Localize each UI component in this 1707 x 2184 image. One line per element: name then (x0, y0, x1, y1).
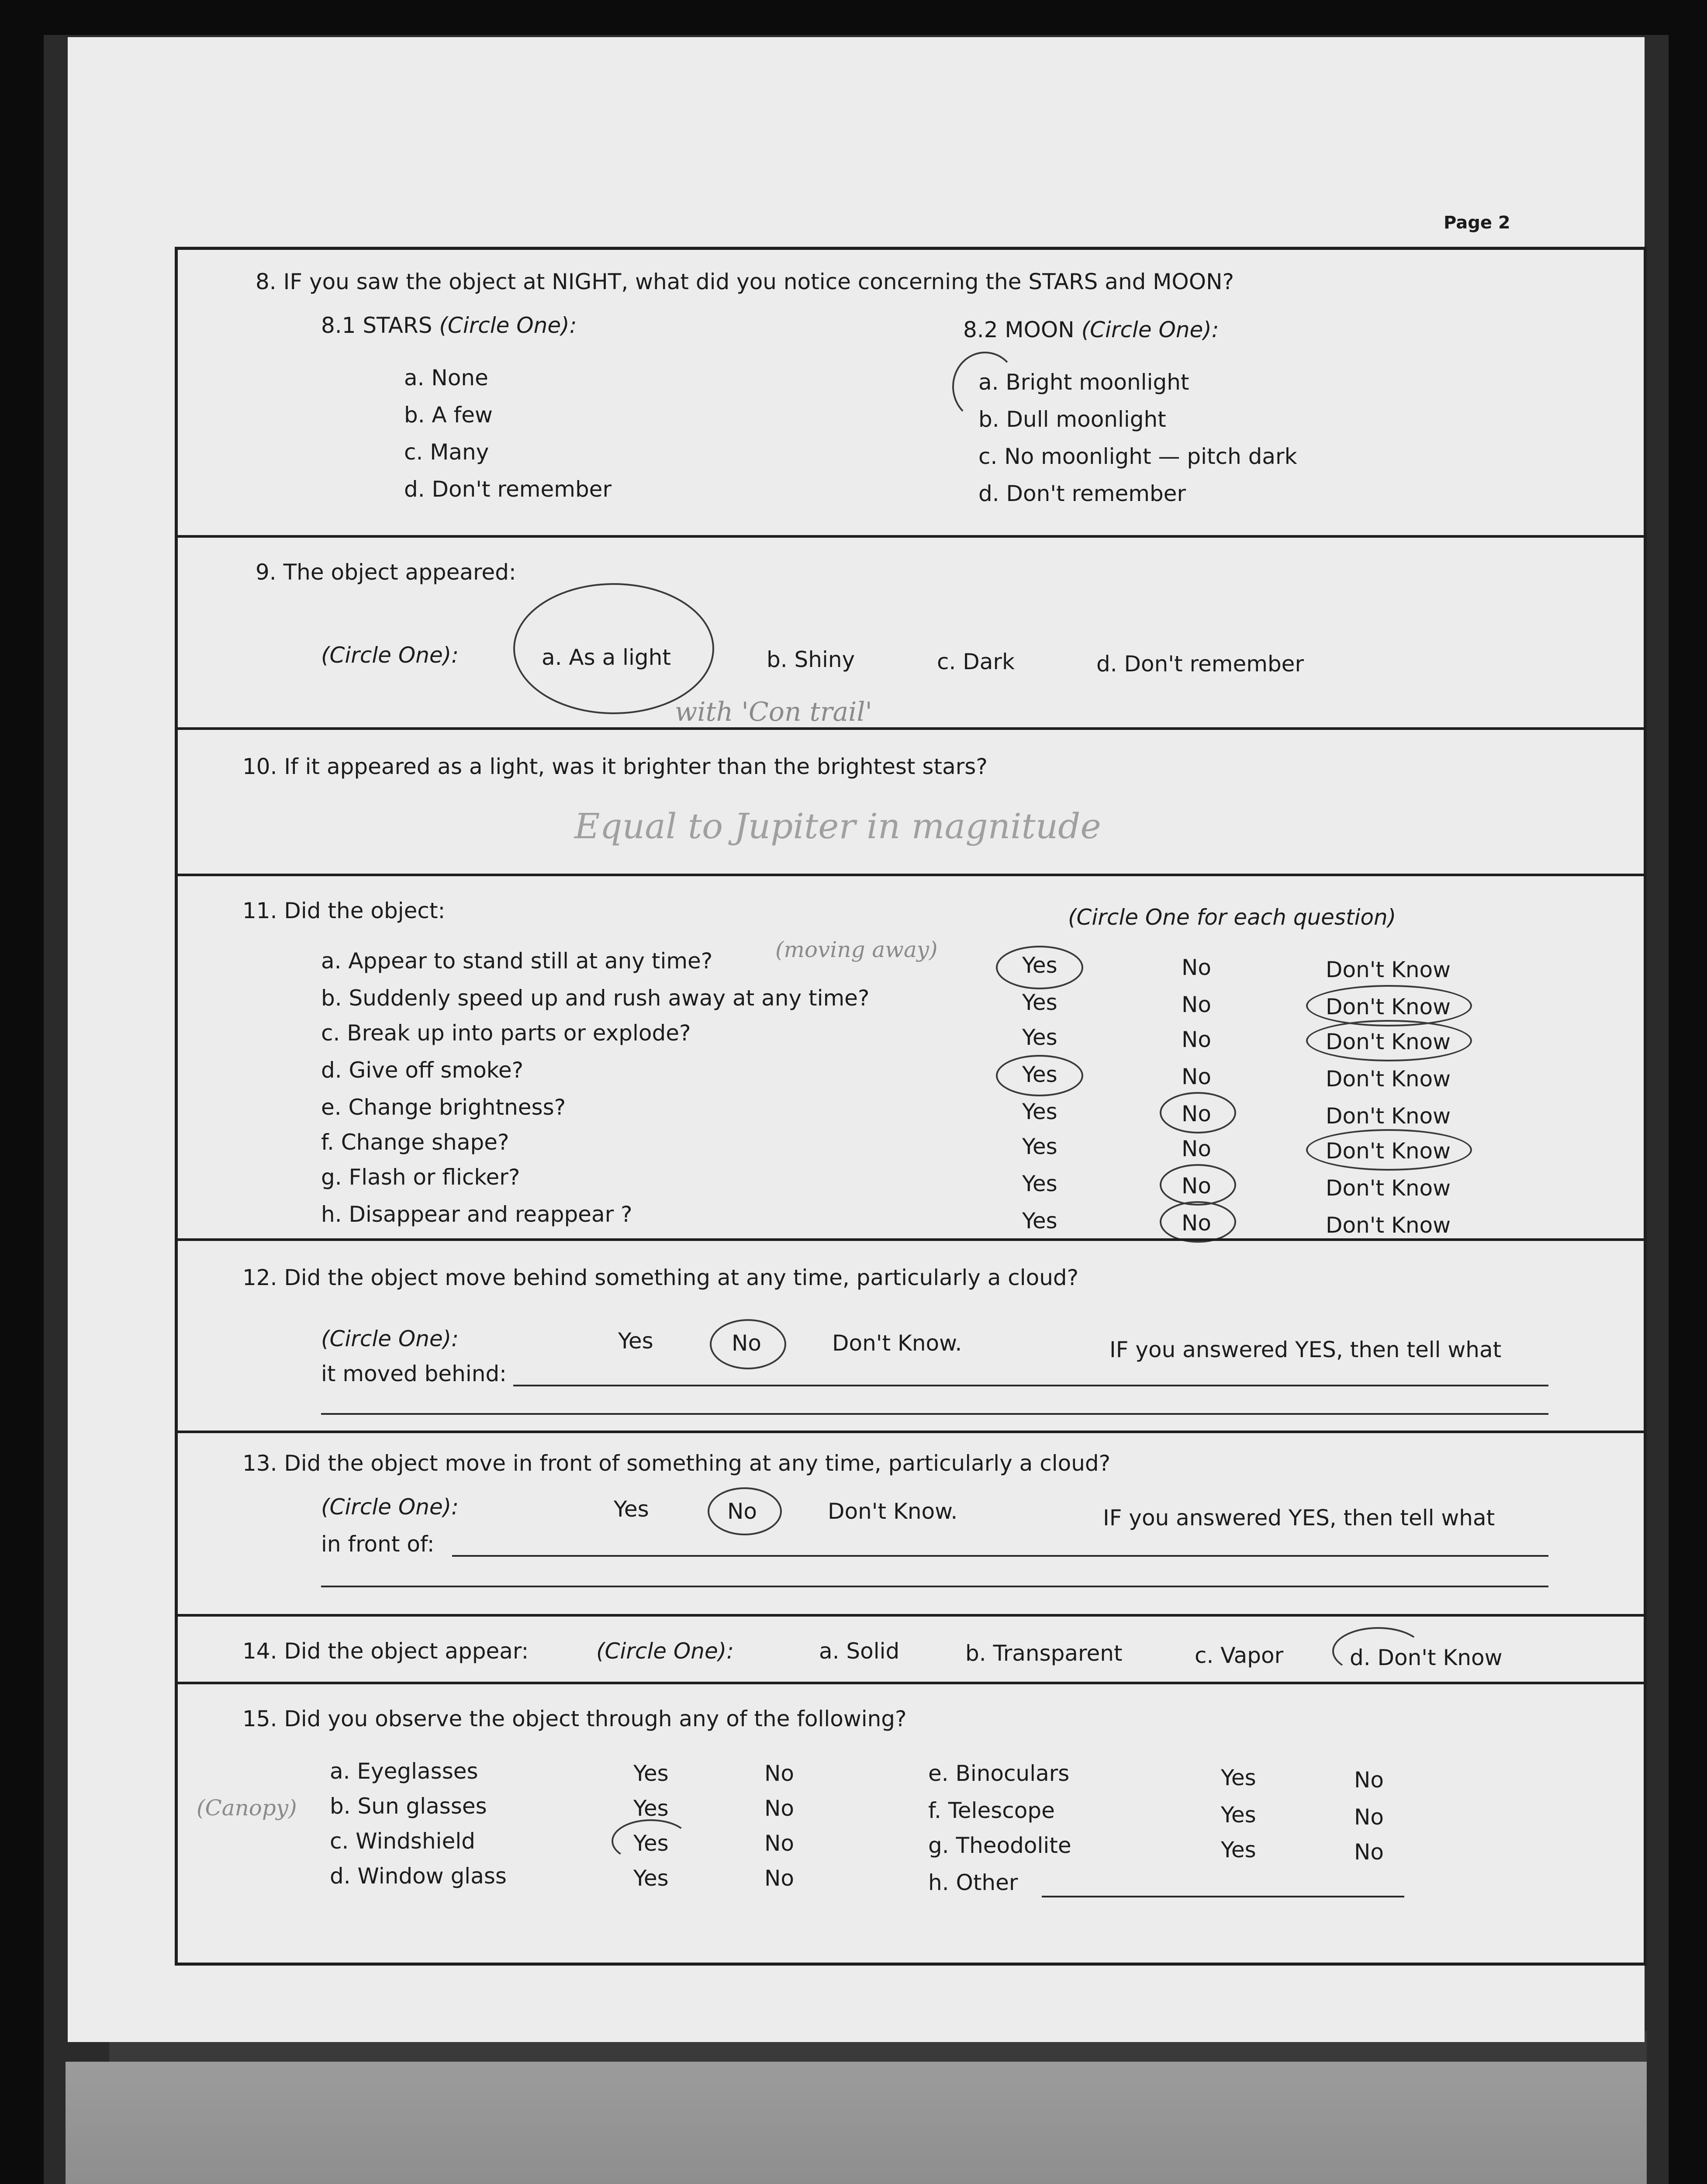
q11-row-label: c. Break up into parts or explode? (321, 1020, 691, 1046)
divider (177, 727, 1645, 730)
stars-option[interactable]: c. Many (404, 439, 489, 465)
q15-no[interactable]: No (1354, 1804, 1384, 1830)
form-page (68, 37, 1645, 2042)
q11-row-label: e. Change brightness? (321, 1095, 566, 1120)
answer-circle (1306, 1020, 1472, 1061)
q11-no[interactable]: No (1182, 1173, 1211, 1199)
q11-no[interactable]: No (1182, 955, 1211, 980)
q13-circle-instruction: (Circle One): (321, 1494, 459, 1520)
q12-yes[interactable]: Yes (618, 1328, 653, 1354)
answer-circle (952, 352, 1018, 422)
q11-row-label: b. Suddenly speed up and rush away at any time? (321, 985, 870, 1011)
q11-no[interactable]: No (1182, 1136, 1211, 1161)
q8-stars-heading: 8.1 STARS (Circle One): (321, 313, 577, 338)
answer-circle (1160, 1201, 1236, 1243)
q11-yes[interactable]: Yes (1022, 990, 1057, 1015)
divider (177, 874, 1645, 876)
page-label: Page 2 (1444, 213, 1510, 233)
q11-yes[interactable]: Yes (1022, 1025, 1057, 1050)
q15-no[interactable]: No (764, 1761, 794, 1786)
q13-yes[interactable]: Yes (614, 1496, 649, 1522)
divider (177, 1682, 1645, 1684)
stars-option[interactable]: d. Don't remember (404, 477, 612, 502)
handwritten-note: (Canopy) (197, 1795, 297, 1821)
q15-no[interactable]: No (1354, 1767, 1384, 1793)
q11-row-label: a. Appear to stand still at any time? (321, 948, 713, 974)
q13-if-yes: IF you answered YES, then tell what (1103, 1505, 1495, 1531)
q12-prompt: 12. Did the object move behind something at any time, particularly a cloud? (242, 1265, 1079, 1290)
answer-circle (996, 946, 1083, 989)
answer-line[interactable] (321, 1586, 1548, 1587)
q11-no[interactable]: No (1182, 1210, 1211, 1236)
q15-yes[interactable]: Yes (633, 1796, 669, 1821)
q11-dont-know[interactable]: Don't Know (1326, 1066, 1451, 1092)
q11-yes[interactable]: Yes (1022, 953, 1057, 978)
q13-dont-know[interactable]: Don't Know. (828, 1499, 958, 1524)
q15-no[interactable]: No (764, 1831, 794, 1856)
q15-yes[interactable]: Yes (633, 1761, 669, 1786)
answer-circle (1160, 1164, 1236, 1206)
q15-no[interactable]: No (764, 1796, 794, 1821)
answer-circle (513, 583, 714, 714)
q11-dont-know[interactable]: Don't Know (1326, 1138, 1451, 1164)
q11-row-label: f. Change shape? (321, 1130, 509, 1155)
q11-yes[interactable]: Yes (1022, 1134, 1057, 1159)
q8-moon-heading: 8.2 MOON (Circle One): (963, 317, 1219, 342)
divider (177, 1431, 1645, 1433)
answer-circle (1332, 1627, 1424, 1675)
q11-yes[interactable]: Yes (1022, 1062, 1057, 1087)
answer-circle (612, 1819, 690, 1863)
q14-option[interactable]: d. Don't Know (1350, 1645, 1503, 1670)
q11-row-label: d. Give off smoke? (321, 1057, 524, 1083)
handwritten-note: Equal to Jupiter in magnitude (574, 806, 1101, 847)
stars-option[interactable]: a. None (404, 365, 488, 390)
q11-yes[interactable]: Yes (1022, 1171, 1057, 1196)
q14-prompt: 14. Did the object appear: (242, 1638, 529, 1664)
q14-option[interactable]: c. Vapor (1195, 1643, 1284, 1668)
q11-dont-know[interactable]: Don't Know (1326, 1213, 1451, 1238)
q11-yes[interactable]: Yes (1022, 1099, 1057, 1124)
q15-prompt: 15. Did you observe the object through any of the following? (242, 1706, 907, 1731)
q15-no[interactable]: No (764, 1866, 794, 1891)
divider (177, 535, 1645, 538)
q15-item-label: a. Eyeglasses (330, 1759, 478, 1784)
q8-prompt: 8. IF you saw the object at NIGHT, what did you notice concerning the STARS and MOON? (256, 269, 1234, 294)
q15-yes[interactable]: Yes (1221, 1802, 1256, 1828)
q13-prompt: 13. Did the object move in front of something at any time, particularly a cloud? (242, 1451, 1111, 1476)
q9-prompt: 9. The object appeared: (256, 560, 516, 585)
q12-dont-know[interactable]: Don't Know. (832, 1330, 962, 1356)
q11-no[interactable]: No (1182, 1101, 1211, 1127)
q11-row-label: h. Disappear and reappear ? (321, 1202, 632, 1227)
answer-circle (710, 1319, 786, 1369)
q13-no[interactable]: No (727, 1499, 757, 1524)
q10-prompt: 10. If it appeared as a light, was it brighter than the brightest stars? (242, 754, 988, 779)
answer-line[interactable] (452, 1555, 1548, 1557)
q15-item-label: f. Telescope (928, 1798, 1055, 1823)
answer-circle (996, 1055, 1083, 1096)
q9-option[interactable]: b. Shiny (767, 647, 855, 672)
q11-no[interactable]: No (1182, 1027, 1211, 1052)
q11-no[interactable]: No (1182, 992, 1211, 1017)
q12-no[interactable]: No (732, 1330, 761, 1356)
q14-option[interactable]: b. Transparent (965, 1641, 1123, 1666)
q15-item-label: e. Binoculars (928, 1761, 1070, 1786)
handwritten-note: (moving away) (775, 937, 938, 962)
q12-follow-label: it moved behind: (321, 1361, 507, 1386)
moon-option[interactable]: b. Dull moonlight (978, 407, 1166, 432)
q15-item-label: g. Theodolite (928, 1833, 1071, 1858)
answer-circle (708, 1487, 782, 1535)
q15-yes[interactable]: Yes (633, 1831, 669, 1856)
q11-yes[interactable]: Yes (1022, 1208, 1057, 1234)
q15-no[interactable]: No (1354, 1839, 1384, 1865)
q9-circle-instruction: (Circle One): (321, 643, 459, 668)
q9-option[interactable]: c. Dark (937, 649, 1015, 674)
answer-circle (1160, 1092, 1236, 1133)
stars-option[interactable]: b. A few (404, 402, 493, 428)
handwritten-note: with 'Con trail' (675, 697, 873, 727)
q15-item-label: b. Sun glasses (330, 1794, 487, 1819)
answer-line[interactable] (321, 1413, 1548, 1415)
q9-option[interactable]: a. As a light (542, 645, 671, 670)
q15-item-label: c. Windshield (330, 1828, 475, 1854)
q11-dont-know[interactable]: Don't Know (1326, 1029, 1451, 1054)
q9-option[interactable]: d. Don't remember (1096, 651, 1304, 677)
q13-follow-label: in front of: (321, 1531, 435, 1557)
divider (177, 1238, 1645, 1241)
q11-row-label: g. Flash or flicker? (321, 1165, 520, 1190)
q11-no[interactable]: No (1182, 1064, 1211, 1089)
answer-line[interactable] (513, 1385, 1548, 1386)
q11-circle-instruction: (Circle One for each question) (1068, 905, 1396, 930)
q15-item-label: d. Window glass (330, 1863, 507, 1889)
q15-item-label: h. Other (928, 1870, 1018, 1895)
q11-prompt: 11. Did the object: (242, 898, 446, 923)
q15-yes[interactable]: Yes (633, 1866, 669, 1891)
q11-dont-know[interactable]: Don't Know (1326, 1103, 1451, 1129)
q12-circle-instruction: (Circle One): (321, 1326, 459, 1351)
answer-line[interactable] (1042, 1896, 1404, 1897)
q14-option[interactable]: a. Solid (819, 1638, 900, 1664)
moon-option[interactable]: c. No moonlight — pitch dark (978, 444, 1297, 469)
lower-background (66, 2062, 1647, 2184)
answer-circle (1306, 1129, 1472, 1171)
q14-circle-instruction: (Circle One): (596, 1638, 734, 1664)
q15-yes[interactable]: Yes (1221, 1765, 1256, 1790)
q15-yes[interactable]: Yes (1221, 1837, 1256, 1863)
moon-option[interactable]: d. Don't remember (978, 481, 1186, 506)
divider (177, 1614, 1645, 1617)
q11-dont-know[interactable]: Don't Know (1326, 1175, 1451, 1201)
q11-dont-know[interactable]: Don't Know (1326, 957, 1451, 982)
moon-option[interactable]: a. Bright moonlight (978, 370, 1189, 395)
q11-dont-know[interactable]: Don't Know (1326, 994, 1451, 1019)
q12-if-yes: IF you answered YES, then tell what (1109, 1337, 1502, 1362)
